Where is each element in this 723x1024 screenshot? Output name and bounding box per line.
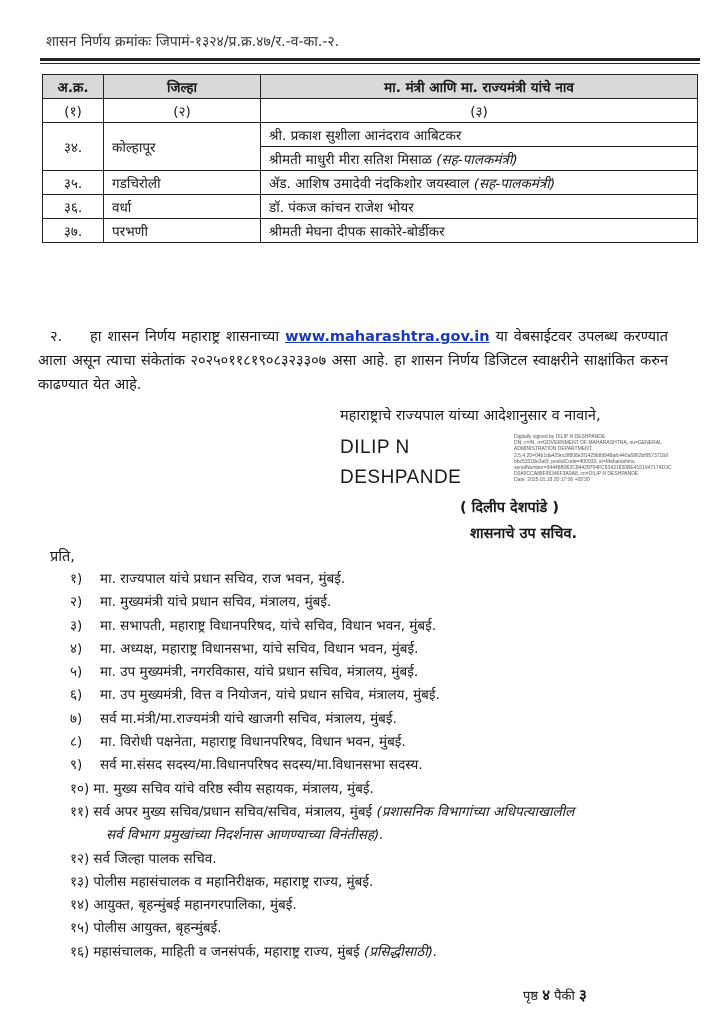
list-item: [70, 894, 690, 917]
row-minister: [261, 195, 698, 219]
list-item: [70, 754, 690, 777]
signer-name-marathi: ( दिलीप देशपांडे ): [460, 500, 559, 516]
table-row: [43, 171, 698, 195]
item-number: १६): [70, 943, 90, 960]
header-rule-thin: [40, 63, 700, 64]
page-of-label: पैकी: [554, 989, 575, 1004]
list-item: [70, 638, 690, 661]
item-number: १): [70, 571, 83, 587]
reference-header: शासन निर्णय क्रमांकः जिपामं-१३२४/प्र.क्र.४७/र.-व-का.-२.: [46, 34, 340, 50]
item-number: १०): [70, 780, 90, 797]
item-text: मा. विरोधी पक्षनेता, महाराष्ट्र विधानपरिषद, विधान भवन, मुंबई.: [100, 734, 406, 751]
item-text-wrap: [93, 801, 690, 824]
list-item: [70, 615, 690, 638]
item-text: मा. सभापती, महाराष्ट्र विधानपरिषद, यांचे सचिव, विधान भवन, मुंबई.: [100, 617, 437, 634]
row-number: ३६.: [43, 195, 104, 219]
page-footer: [523, 985, 587, 1005]
item-number: ३): [70, 617, 83, 634]
item-text: पोलीस आयुक्त, बृहन्मुंबई.: [93, 920, 222, 937]
row-district: परभणी: [104, 219, 261, 243]
digital-sig-line: bbc53318e3a6f, postalCode=400032, st=Maharashtra,: [514, 458, 636, 465]
row-minister: [261, 123, 698, 147]
table-row: [43, 195, 698, 219]
minister-name: डॉ. पंकज कांचन राजेश भोयर: [269, 199, 414, 216]
item-number: १५): [70, 920, 90, 937]
item-note: (प्रशासनिक विभागांच्या अधिपत्याखालील: [376, 803, 575, 820]
page-label: पृष्ठ: [523, 989, 539, 1004]
item-text: मा. मुख्यमंत्री यांचे प्रधान सचिव, मंत्रालय, मुंबई.: [100, 594, 332, 611]
item-text-wrap: [93, 941, 690, 964]
row-minister: [261, 171, 698, 195]
digital-sig-line: ADMINISTRATION DEPARTMENT,: [514, 446, 593, 453]
list-item: [70, 778, 690, 801]
item-number: ८): [70, 734, 83, 751]
item-number: ६): [70, 687, 83, 704]
list-item: [70, 941, 690, 964]
item-note: (प्रसिद्धीसाठी).: [363, 943, 438, 960]
list-item: [70, 871, 690, 894]
table-row: [43, 123, 698, 147]
page-number: ४: [542, 986, 550, 1004]
signer-name-english: [340, 433, 461, 493]
subheader-3: (३): [261, 99, 698, 123]
item-text: सर्व जिल्हा पालक सचिव.: [93, 850, 217, 867]
recipients-heading: प्रति,: [50, 549, 75, 565]
item-number: ५): [70, 664, 83, 681]
item-number: १२): [70, 850, 90, 867]
item-text: मा. अध्यक्ष, महाराष्ट्र विधानसभा, यांचे सचिव, विधान भवन, मुंबई.: [100, 640, 419, 657]
row-district: गडचिरोली: [104, 171, 261, 195]
list-item: [70, 568, 690, 591]
list-item: [70, 591, 690, 614]
item-number: ४): [70, 640, 83, 657]
digital-signature-block: [514, 434, 704, 484]
item-text: पोलीस महासंचालक व महानिरीक्षक, महाराष्ट्र राज्य, मुंबई.: [93, 873, 374, 890]
minister-name: श्री. प्रकाश सुशीला आनंदराव आबिटकर: [269, 127, 462, 144]
list-item: [70, 848, 690, 871]
list-item: [70, 731, 690, 754]
minister-role: (सह-पालकमंत्री): [473, 175, 556, 192]
recipients-list: [70, 568, 690, 964]
row-number: ३७.: [43, 219, 104, 243]
row-minister: [261, 147, 698, 171]
paragraph-text-before: हा शासन निर्णय महाराष्ट्र शासनाच्या: [90, 329, 280, 345]
subheader-1: (१): [43, 99, 104, 123]
item-note-continued: सर्व विभाग प्रमुखांच्या निदर्शनास आणण्याच्या विनंतीसह).: [106, 827, 384, 844]
signer-name-line2: DESHPANDE: [340, 467, 462, 488]
item-text: सर्व मा.संसद सदस्य/मा.विधानपरिषद सदस्य/मा.विधानसभा सदस्य.: [100, 757, 423, 774]
item-text: मा. राज्यपाल यांचे प्रधान सचिव, राज भवन, मुंबई.: [100, 571, 346, 587]
paragraph-number: २.: [50, 329, 63, 345]
item-number: २): [70, 594, 83, 611]
list-item: [70, 661, 690, 684]
table-row: [43, 219, 698, 243]
row-minister: [261, 219, 698, 243]
row-number: ३५.: [43, 171, 104, 195]
digital-sig-line: D0A5CCA88F95346F3A0A8, cn=DILIP N DESHPANDE: [514, 471, 639, 478]
item-text: मा. उप मुख्यमंत्री, नगरविकास, यांचे प्रधान सचिव, मंत्रालय, मुंबई.: [100, 664, 419, 681]
row-district: कोल्हापूर: [104, 123, 261, 171]
item-text: महासंचालक, माहिती व जनसंपर्क, महाराष्ट्र राज्य, मुंबई: [93, 943, 360, 960]
digital-sig-line: Date: 2025.01.18 20:17:06 +05'30': [514, 477, 591, 484]
row-district: वर्धा: [104, 195, 261, 219]
list-item: [70, 801, 690, 824]
item-text: आयुक्त, बृहन्मुंबई महानगरपालिका, मुंबई.: [93, 897, 297, 914]
item-number: ११): [70, 803, 90, 820]
paragraph-2: [38, 325, 668, 397]
minister-table: [42, 74, 698, 243]
digital-sig-line: 2.5.4.20=04b1da429ec9f808e2f1429b8d948afc440a6862bf957371b9: [514, 452, 668, 459]
table-header-row: [43, 75, 698, 99]
item-number: १३): [70, 873, 90, 890]
item-number: ७): [70, 710, 83, 727]
list-item: [70, 684, 690, 707]
header-rule: [40, 58, 700, 61]
digital-sig-line: DN: c=IN, o=GOVERNMENT OF MAHARASHTRA, ou=GENERAL: [514, 440, 662, 447]
digital-sig-line: Digitally signed by DILIP N DESHPANDE: [514, 434, 606, 440]
col-header-district: जिल्हा: [104, 75, 261, 99]
list-item-continuation: [70, 824, 690, 847]
item-text: सर्व मा.मंत्री/मा.राज्यमंत्री यांचे खाजगी सचिव, मंत्रालय, मुंबई.: [100, 710, 397, 727]
row-number: ३४.: [43, 123, 104, 171]
minister-role: (सह-पालकमंत्री): [436, 151, 518, 168]
table-subheader-row: [43, 99, 698, 123]
item-number: १४): [70, 897, 90, 914]
item-text: सर्व अपर मुख्य सचिव/प्रधान सचिव/सचिव, मंत्रालय, मुंबई: [93, 803, 373, 820]
list-item: [70, 917, 690, 940]
order-line: महाराष्ट्राचे राज्यपाल यांच्या आदेशानुसार व नावाने,: [340, 408, 601, 424]
signer-name-line1: DILIP N: [340, 437, 410, 458]
item-text: मा. मुख्य सचिव यांचे वरिष्ठ स्वीय सहायक, मंत्रालय, मुंबई.: [93, 780, 374, 797]
list-item: [70, 708, 690, 731]
col-header-minister: मा. मंत्री आणि मा. राज्यमंत्री यांचे नाव: [261, 75, 698, 99]
digital-sig-line: serialNumber=94448B962C84428754FC63431830BE4151947174D3C: [514, 465, 672, 472]
item-text: मा. उप मुख्यमंत्री, वित्त व नियोजन, यांचे प्रधान सचिव, मंत्रालय, मुंबई.: [100, 687, 440, 704]
minister-name: ॲड. आशिष उमादेवी नंदकिशोर जयस्वाल: [269, 175, 470, 192]
subheader-2: (२): [104, 99, 261, 123]
signer-designation: शासनाचे उप सचिव.: [470, 526, 578, 542]
col-header-number: अ.क्र.: [43, 75, 104, 99]
paragraph-text-after: या वेबसाईटवर उपलब्ध करण्यात आला असून त्याचा संकेतांक २०२५०११८१९०८३२३३०७ असा आहे. हा शासन निर्णय डिजिटल स्वाक्षरीने साक्षांकित करुन काढण्यात येत आहे.: [38, 329, 669, 393]
minister-name: श्रीमती माधुरी मीरा सतिश मिसाळ: [269, 151, 432, 168]
minister-name: श्रीमती मेघना दीपक साकोरे-बोर्डीकर: [269, 223, 445, 240]
page-total: ३: [579, 986, 587, 1004]
website-link[interactable]: www.maharashtra.gov.in: [285, 329, 490, 345]
item-number: ९): [70, 757, 83, 774]
